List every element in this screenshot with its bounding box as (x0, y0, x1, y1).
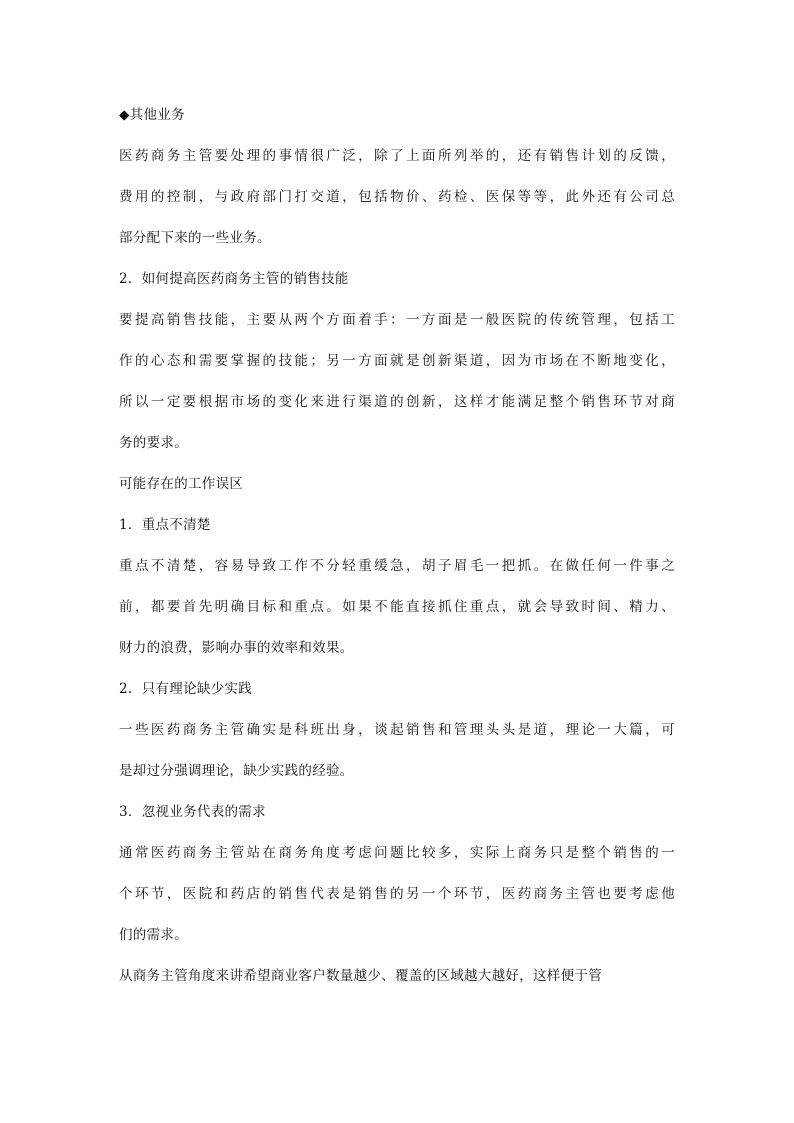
text-line: 费用的控制，与政府部门打交道，包括物价、药检、医保等等，此外还有公司总 (119, 189, 675, 205)
section-heading (119, 800, 675, 825)
section-heading (119, 677, 675, 702)
text-line: 部分配下来的一些业务。 (119, 230, 271, 246)
text-line: 们的需求。 (119, 927, 188, 943)
text-line: 务的要求。 (119, 435, 188, 451)
text-line: 医药商务主管要处理的事情很广泛，除了上面所列举的，还有销售计划的反馈， (119, 148, 675, 164)
text-line: 可能存在的工作误区 (119, 476, 244, 492)
section-heading (119, 103, 675, 128)
paragraph (119, 841, 675, 948)
document-page (119, 103, 675, 989)
section-heading (119, 267, 675, 292)
text-line: ◆其他业务 (119, 107, 185, 123)
text-line: 是却过分强调理论，缺少实践的经验。 (119, 763, 354, 779)
text-line: 3．忽视业务代表的需求 (119, 804, 266, 820)
text-line: 通常医药商务主管站在商务角度考虑问题比较多，实际上商务只是整个销售的一 (119, 845, 675, 861)
paragraph (119, 144, 675, 251)
text-line: 要提高销售技能，主要从两个方面着手：一方面是一般医院的传统管理，包括工 (119, 312, 675, 328)
text-line: 1．重点不清楚 (119, 517, 211, 533)
section-heading (119, 513, 675, 538)
text-line: 2．只有理论缺少实践 (119, 681, 253, 697)
text-line: 个环节，医院和药店的销售代表是销售的另一个环节，医药商务主管也要考虑他 (119, 886, 675, 902)
paragraph (119, 554, 675, 661)
paragraph (119, 964, 675, 989)
paragraph (119, 718, 675, 784)
text-line: 一些医药商务主管确实是科班出身，谈起销售和管理头头是道，理论一大篇，可 (119, 722, 675, 738)
text-line: 财力的浪费，影响办事的效率和效果。 (119, 640, 354, 656)
text-line: 2．如何提高医药商务主管的销售技能 (119, 271, 349, 287)
text-line: 所以一定要根据市场的变化来进行渠道的创新，这样才能满足整个销售环节对商 (119, 394, 675, 410)
text-line: 前，都要首先明确目标和重点。如果不能直接抓住重点，就会导致时间、精力、 (119, 599, 675, 615)
text-line: 重点不清楚，容易导致工作不分轻重缓急，胡子眉毛一把抓。在做任何一件事之 (119, 558, 675, 574)
text-line: 从商务主管角度来讲希望商业客户数量越少、覆盖的区域越大越好，这样便于管 (119, 968, 602, 984)
paragraph (119, 308, 675, 456)
section-heading (119, 472, 675, 497)
text-line: 作的心态和需要掌握的技能；另一方面就是创新渠道，因为市场在不断地变化， (119, 353, 675, 369)
